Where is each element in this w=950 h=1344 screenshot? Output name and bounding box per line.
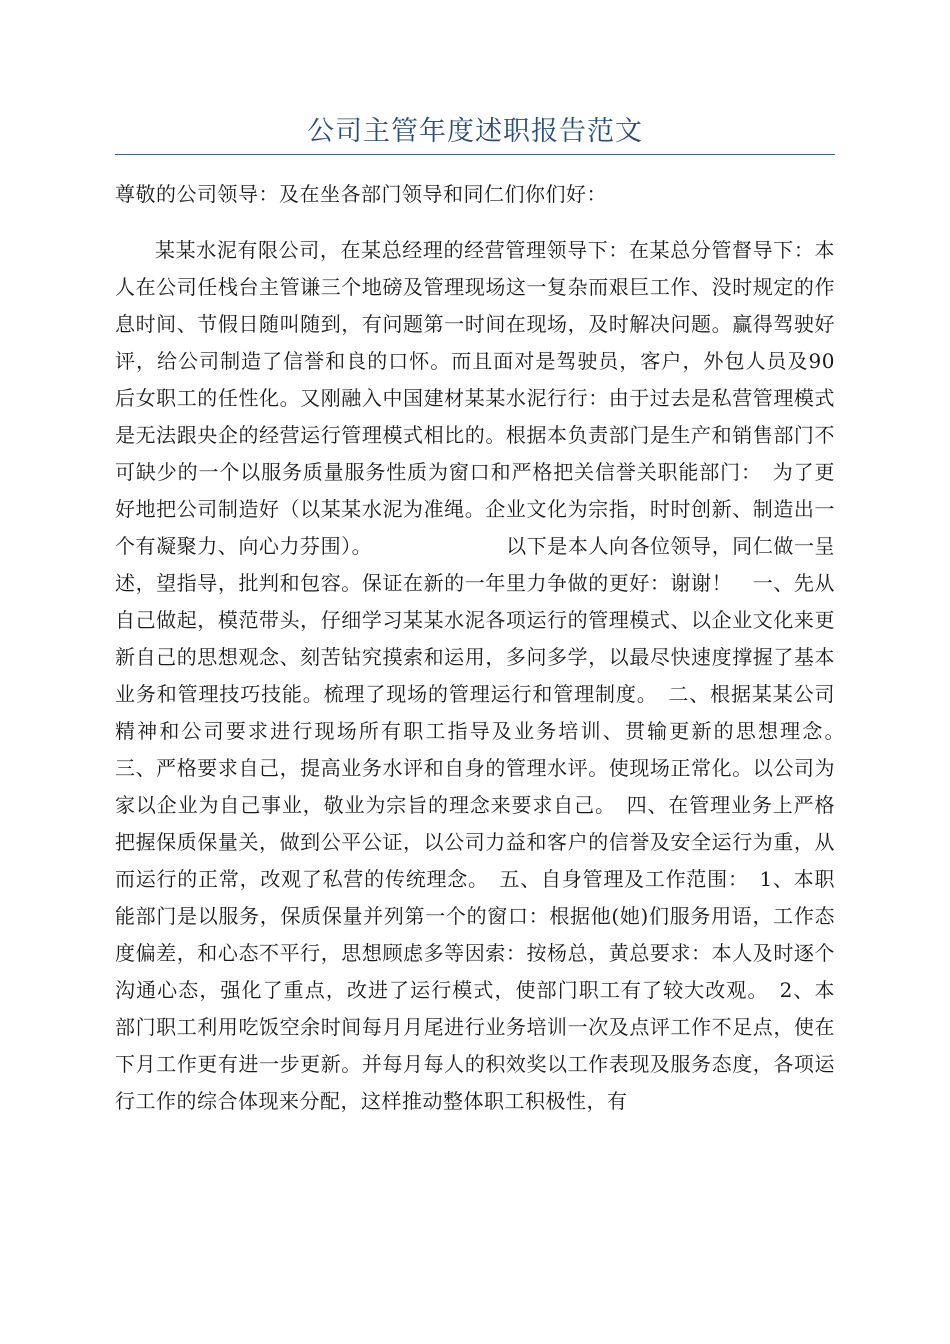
greeting-line: 尊敬的公司领导：及在坐各部门领导和同仁们你们好： [115, 182, 607, 206]
document-title: 公司主管年度述职报告范文 [307, 116, 643, 147]
document-body [115, 176, 856, 1120]
body-paragraph: 某某水泥有限公司，在某总经理的经营管理领导下：在某总分管督导下：本人在公司任栈台主管谦三个地磅及管理现场这一复杂而艰巨工作、没时规定的作息时间、节假日随叫随到，有问题第一时间在现场，及时解决问题。赢得驾驶好评，给公司制造了信誉和良的口怀。而且面对是驾驶员，客户，外包人员及90后女职工的任性化。又刚融入中国建材某某水泥行行：由于过去是私营管理模式是无法跟央企的经营运行管理模式相比的。根据本负责部门是生产和销售部门不可缺少的一个以服务质量服务性质为窗口和严格把关信誉关职能部门： 为了更好地把公司制造好（以某某水泥为准绳。企业文化为宗指，时时创新、制造出一个有凝聚力、向心力芬围）。 以下是本人向各位领导，同仁做一呈述，望指导，批判和包容。保证在新的一年里力争做的更好：谢谢！ 一、先从自己做起，模范带头，仔细学习某某水泥各项运行的管理模式、以企业文化来更新自己的思想观念、刻苦钻究摸索和运用，多问多学，以最尽快速度撑握了基本业务和管理技巧技能。梳理了现场的管理运行和管理制度。 二、根据某某公司精神和公司要求进行现场所有职工指导及业务培训、贯输更新的思想理念。 三、严格要求自己，提高业务水评和自身的管理水评。使现场正常化。以公司为家以企业为自己事业，敬业为宗旨的理念来要求自己。 四、在管理业务上严格把握保质保量关，做到公平公证，以公司力益和客户的信誉及安全运行为重，从而运行的正常，改观了私营的传统理念。 五、自身管理及工作范围： 1、本职能部门是以服务，保质保量并列第一个的窗口：根据他(她)们服务用语，工作态度偏差，和心态不平行，思想顾虑多等因索：按杨总，黄总要求：本人及时逐个沟通心态，强化了重点，改进了运行模式，使部门职工有了较大改观。 2、本部门职工利用吃饭空余时间每月月尾进行业务培训一次及点评工作不足点，使在下月工作更有进一步更新。并每月每人的积效奖以工作表现及服务态度，各项运行工作的综合体现来分配，这样推动整体职工积极性，有 [115, 238, 856, 1113]
title-underline [115, 154, 835, 155]
